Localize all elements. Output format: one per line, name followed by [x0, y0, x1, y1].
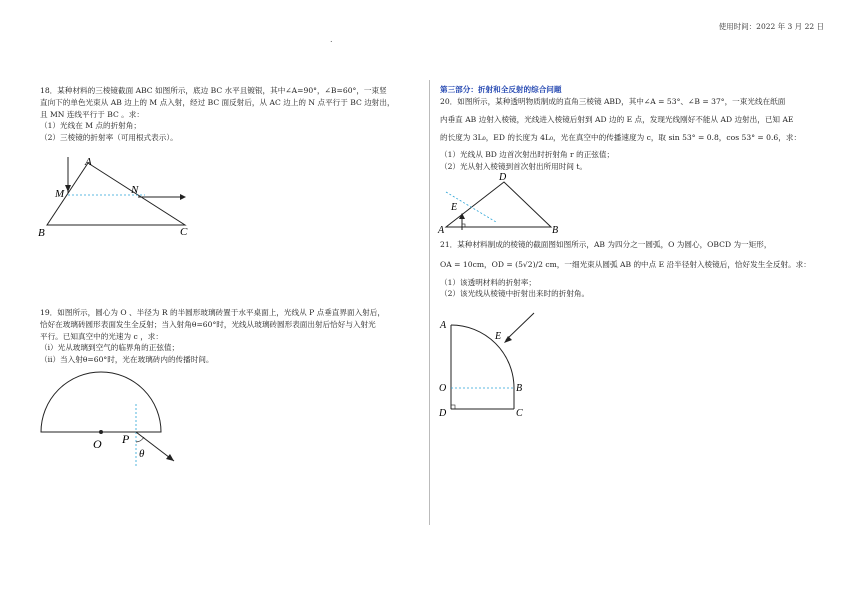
q21-line: （2）该光线从棱镜中折射出来时的折射角。 — [440, 289, 590, 299]
q21-label-a: A — [440, 320, 447, 331]
q18-line: 18．某种材料的三棱镜截面 ABC 如图所示，底边 BC 水平且镀银，其中∠A=90°，∠B=60°，一束竖 — [40, 86, 387, 95]
q19-line: 恰好在玻璃砖圆形表面发生全反射；当入射角θ=60°时，光线从玻璃砖圆形表面出射后恰好与入射光 — [40, 319, 376, 329]
section-3-title: 第三部分：折射和全反射的综合问题 — [440, 85, 562, 94]
q21-label-o: O — [439, 383, 447, 394]
q19-semicircle-diagram — [35, 366, 185, 471]
q18-label-c: C — [180, 226, 188, 238]
q20-label-b: B — [552, 225, 559, 234]
q21-label-c: C — [516, 408, 523, 419]
q20-label-a: A — [438, 225, 445, 234]
q18-label-a: A — [85, 156, 92, 168]
q18-prism-diagram — [35, 155, 195, 240]
q21-line: OA = 10cm，OD = (5√2)/2 cm，一细光束从圆弧 AB 的中点 E 沿半径射入棱镜后，恰好发生全反射。求： — [440, 259, 811, 269]
q19-line: 19．如图所示，圆心为 O 、半径为 R 的半圆形玻璃砖置于水平桌面上，光线从 P 点垂直界面入射后， — [40, 308, 385, 317]
q20-line: 20．如图所示，某种透明物质制成的直角三棱镜 ABD，其中∠A = 53°、∠B = 37°，一束光线在纸面 — [440, 97, 786, 106]
q20-label-d: D — [499, 172, 507, 183]
q19-line: （i）光从玻璃到空气的临界角的正弦值； — [40, 343, 180, 353]
q21-line: （1）该透明材料的折射率； — [440, 277, 536, 287]
q21-quarter-arc-diagram — [436, 310, 546, 422]
q21-label-d: D — [439, 408, 447, 419]
q18-line: （1）光线在 M 点的折射角； — [40, 121, 141, 131]
q20-line: （1）光线从 BD 边首次射出时折射角 r 的正弦值； — [440, 150, 615, 160]
q18-line: 且 MN 连线平行于 BC 。求： — [40, 109, 144, 119]
q19-line: 平行。已知真空中的光速为 c ，求： — [40, 331, 163, 341]
q20-line: （2）光从射入棱镜到首次射出所用时间 t。 — [440, 162, 587, 172]
column-divider — [429, 80, 430, 525]
question-19 — [40, 307, 425, 366]
q19-label-p: P — [122, 432, 130, 446]
q18-line: 直向下的单色光束从 AB 边上的 M 点入射，经过 BC 面反射后，从 AC 边上的 N 点平行于 BC 边射出， — [40, 97, 395, 107]
q21-label-b: B — [516, 383, 523, 394]
q20-line: 内垂直 AB 边射入棱镜，光线进入棱镜后射到 AD 边的 E 点，发现光线刚好不能从 AD 边射出，已知 AE — [440, 114, 794, 124]
q20-line: 的长度为 3L₀，ED 的长度为 4L₀，光在真空中的传播速度为 c，取 sin 53° = 0.8，cos 53° = 0.6，求： — [440, 132, 802, 142]
q20-right-prism-diagram — [436, 172, 566, 234]
q18-line: （2）三棱镜的折射率（可用根式表示）。 — [40, 133, 178, 143]
usage-date: 使用时间：2022 年 3 月 22 日 — [718, 22, 824, 31]
q18-label-m: M — [55, 188, 65, 200]
question-21 — [440, 239, 825, 300]
q21-label-e: E — [495, 331, 502, 342]
q19-line: （ii）当入射θ=60°时，光在玻璃砖内的传播时间。 — [40, 355, 214, 365]
q19-label-theta: θ — [139, 448, 145, 460]
q21-line: 21．某种材料制成的棱镜的截面图如图所示，AB 为四分之一圆弧，O 为圆心，OBCD 为一矩形， — [440, 240, 772, 249]
q20-label-e: E — [451, 202, 458, 213]
header-dot: . — [330, 35, 333, 44]
q18-label-n: N — [131, 184, 139, 196]
q19-label-o: O — [93, 437, 102, 451]
question-18 — [40, 85, 425, 144]
question-20 — [440, 96, 825, 173]
q18-label-b: B — [38, 227, 45, 239]
